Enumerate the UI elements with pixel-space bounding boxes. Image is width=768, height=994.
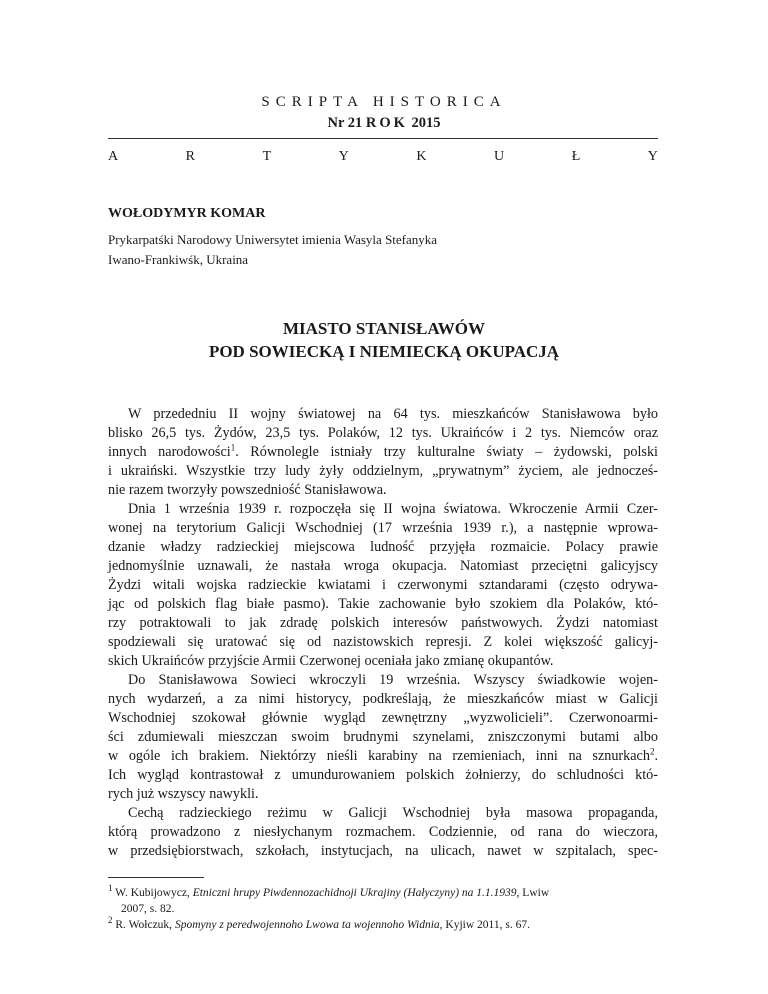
body-line: skich Ukraińców przyjście Armii Czerwonej oceniała jako zmianę okupantów.	[108, 653, 554, 669]
footnote-ref[interactable]: 2	[649, 746, 655, 757]
body-line	[108, 443, 658, 462]
body-line: ści zdumiewali mieszczan swoim brudnymi szynelami, zniszczonymi butami albo	[108, 729, 658, 745]
body-line: nych wydarzeń, a za nimi historycy, podkreślają, że mieszkańców miast w Galicji	[108, 691, 658, 707]
issue-rok: ROK	[365, 115, 408, 131]
body-line: Wschodniej szokował głównie wygląd zewnętrzny „wyzwolicieli”. Czerwonoarmi-	[108, 710, 658, 726]
body-text: innych narodowości	[108, 444, 231, 460]
body-line: Cechą radzieckiego reżimu w Galicji Wschodniej była masowa propaganda,	[128, 805, 658, 821]
body-line: W przededniu II wojny światowej na 64 tys. mieszkańców Stanisławowa było	[128, 406, 658, 422]
issue-year: 2015	[411, 115, 441, 131]
footnote-continuation: 2007, s. 82.	[121, 903, 175, 915]
body-text: .	[654, 748, 658, 764]
article-title-line-1: MIASTO STANISŁAWÓW	[282, 319, 485, 338]
body-line: którą prowadzono z niesłychanym rozmachem. Codziennie, od rana do wieczora,	[108, 824, 658, 840]
body-line: blisko 26,5 tys. Żydów, 23,5 tys. Polaków, 12 tys. Ukraińców i 2 tys. Niemców oraz	[108, 425, 658, 441]
section-label	[108, 149, 658, 165]
journal-title: SCRIPTA HISTORICA	[261, 94, 507, 110]
section-letter: A	[108, 149, 119, 164]
section-letter: K	[416, 149, 427, 164]
body-line: Ich wygląd kontrastował z umundurowaniem polskich żołnierzy, do schludności któ-	[108, 767, 658, 783]
body-line: nie razem tworzyły powszedniość Stanisławowa.	[108, 482, 387, 498]
body-line: wonej na terytorium Galicji Wschodniej (17 września 1939 r.), a następnie wprowa-	[108, 520, 658, 536]
body-line: Do Stanisławowa Sowieci wkroczyli 19 września. Wszyscy świadkowie wojen-	[128, 672, 658, 688]
footnote-rest: , Kyjiw 2011, s. 67.	[439, 919, 530, 931]
section-letter: R	[185, 149, 196, 164]
body-line: rych już wszyscy nawykli.	[108, 786, 259, 802]
body-line: i ukraiński. Wszystkie trzy ludy żyły oddzielnym, „prywatnym” życiem, ale jednocześ-	[108, 463, 658, 479]
footnote	[108, 883, 550, 901]
issue-number: Nr 21	[327, 115, 363, 131]
footnote-author: R. Wołczuk,	[115, 919, 175, 931]
footnote-title: Etniczni hrupy Piwdennozachidnoji Ukrajiny (Hałyczyny) na 1.1.1939	[192, 887, 517, 899]
author-affiliation: Prykarpatśki Narodowy Uniwersytet imienia Wasyla Stefanyka	[108, 232, 438, 247]
author-name: WOŁODYMYR KOMAR	[108, 206, 266, 221]
footnote-rest: , Lwiw	[516, 887, 550, 899]
footnote-title: Spomyny z peredwojennoho Lwowa ta wojennoho Widnia	[174, 919, 440, 931]
footnote-number: 1	[108, 883, 113, 894]
section-letter: Ł	[571, 149, 581, 164]
footnote-ref[interactable]: 1	[230, 442, 236, 453]
body-line: rzy potraktowali to jak zdradę polskich interesów państwowych. Żydzi natomiast	[108, 615, 658, 631]
section-letter: Y	[647, 149, 658, 164]
body-line: jednomyślnie uznawali, że nastała wroga okupacja. Natomiast przeciętni galicyjscy	[108, 558, 658, 574]
author-location: Iwano-Frankiwśk, Ukraina	[108, 252, 249, 267]
footnote-number: 2	[108, 915, 113, 926]
article-title-line-2: POD SOWIECKĄ I NIEMIECKĄ OKUPACJĄ	[208, 342, 560, 361]
body-line: Żydzi witali wojska radzieckie kwiatami i czerwonymi sztandarami (często odrywa-	[108, 577, 658, 593]
body-line	[108, 747, 658, 766]
footnote-author: W. Kubijowycz,	[115, 887, 193, 899]
section-letter: U	[494, 149, 505, 164]
body-line: Dnia 1 września 1939 r. rozpoczęła się II wojna światowa. Wkroczenie Armii Czer-	[128, 501, 658, 517]
section-letter: T	[262, 149, 272, 164]
footnote	[108, 915, 530, 933]
footnote-rule	[108, 877, 204, 878]
issue-line	[0, 115, 768, 132]
section-letter: Y	[338, 149, 349, 164]
body-line: dzanie władzy radzieckiej miejscowa ludność przyjęła rozmaicie. Polacy prawie	[108, 539, 658, 555]
body-text: w ogóle ich brakiem. Niektórzy nieśli karabiny na rzemieniach, inni na sznurkach	[108, 748, 650, 764]
body-line: w przedsiębiorstwach, szkołach, instytucjach, na ulicach, nawet w szpitalach, spec-	[108, 843, 658, 859]
body-line: spodziewali się uratować się od nazistowskich represji. Z kolei większość galicyj-	[108, 634, 658, 650]
body-text: . Równolegle istniały trzy kulturalne światy – żydowski, polski	[235, 444, 658, 460]
body-line: jąc od polskich flag białe pasmo). Takie zachowanie było szokiem dla Polaków, któ-	[108, 596, 658, 612]
header-rule	[108, 138, 658, 139]
